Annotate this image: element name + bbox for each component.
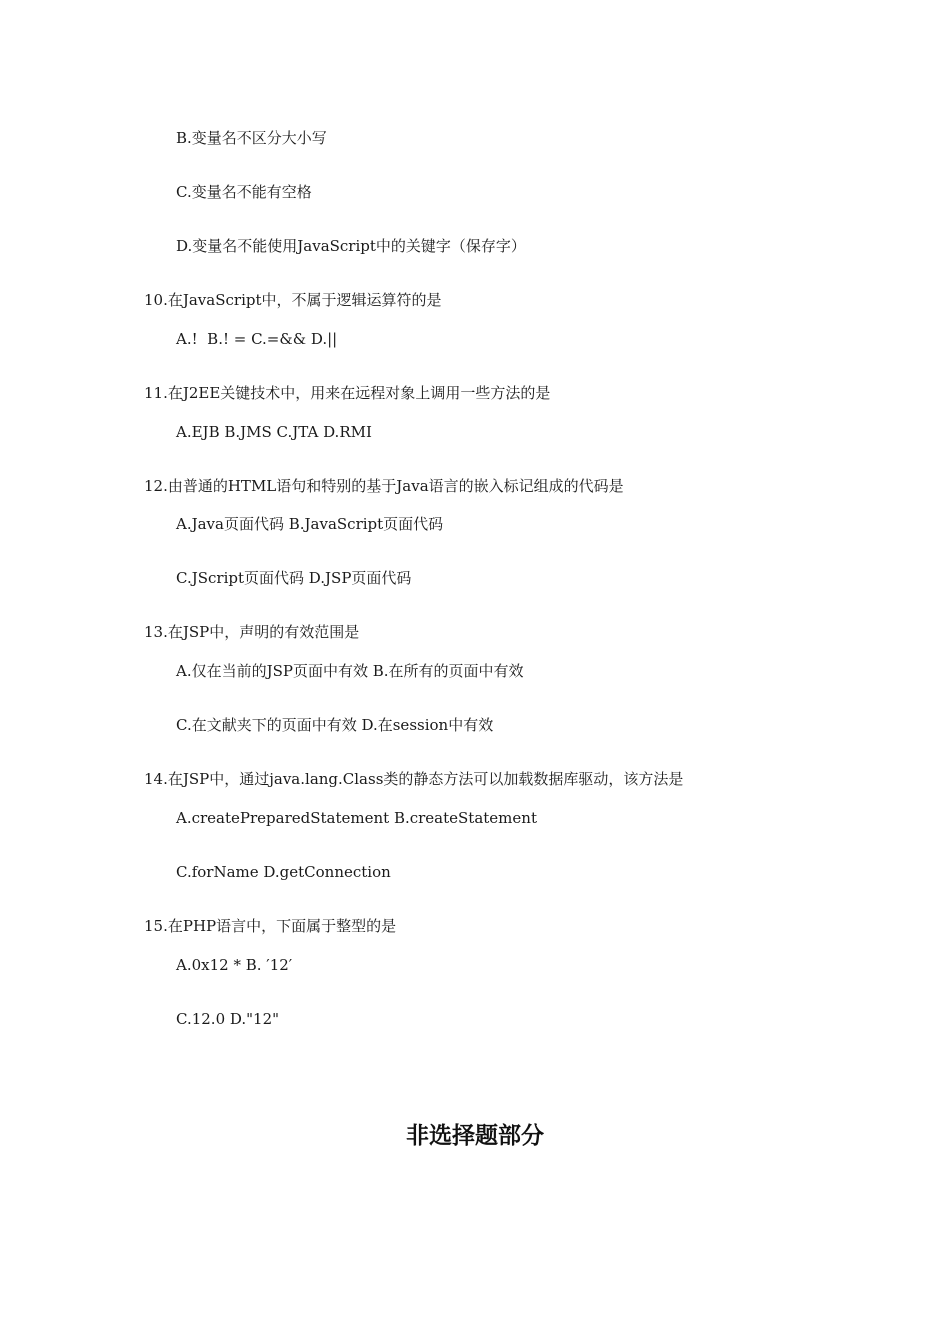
option-line-q9-b: B.变量名不区分大小写 (176, 129, 327, 147)
option-line-q12-ab: A.Java页面代码 B.JavaScript页面代码 (176, 515, 444, 533)
option-line-q15-cd: C.12.0 D."12" (176, 1010, 280, 1028)
option-line-q14-ab: A.createPreparedStatement B.createStatement (176, 809, 537, 827)
question-14: 14.在JSP中，通过java.lang.Class类的静态方法可以加载数据库驱动，该方法是 (144, 770, 684, 788)
question-10: 10.在JavaScript中，不属于逻辑运算符的是 (144, 291, 442, 309)
option-line-q10: A.! B.! = C.=&& D.|| (176, 330, 338, 348)
question-15: 15.在PHP语言中，下面属于整型的是 (144, 917, 397, 935)
section-title: 非选择题部分 (406, 1123, 544, 1149)
option-line-q9-d: D.变量名不能使用JavaScript中的关键字（保存字） (176, 237, 526, 255)
question-11: 11.在J2EE关键技术中，用来在远程对象上调用一些方法的是 (144, 384, 551, 402)
option-line-q13-ab: A.仅在当前的JSP页面中有效 B.在所有的页面中有效 (176, 662, 524, 680)
option-line-q11: A.EJB B.JMS C.JTA D.RMI (176, 423, 372, 441)
question-13: 13.在JSP中，声明的有效范围是 (144, 623, 360, 641)
option-line-q9-c: C.变量名不能有空格 (176, 183, 312, 201)
option-line-q14-cd: C.forName D.getConnection (176, 863, 391, 881)
option-line-q15-ab: A.0x12 * B. ′12′ (176, 956, 293, 974)
option-line-q12-cd: C.JScript页面代码 D.JSP页面代码 (176, 569, 412, 587)
question-12: 12.由普通的HTML语句和特别的基于Java语言的嵌入标记组成的代码是 (144, 477, 624, 495)
option-line-q13-cd: C.在文献夹下的页面中有效 D.在session中有效 (176, 716, 494, 734)
